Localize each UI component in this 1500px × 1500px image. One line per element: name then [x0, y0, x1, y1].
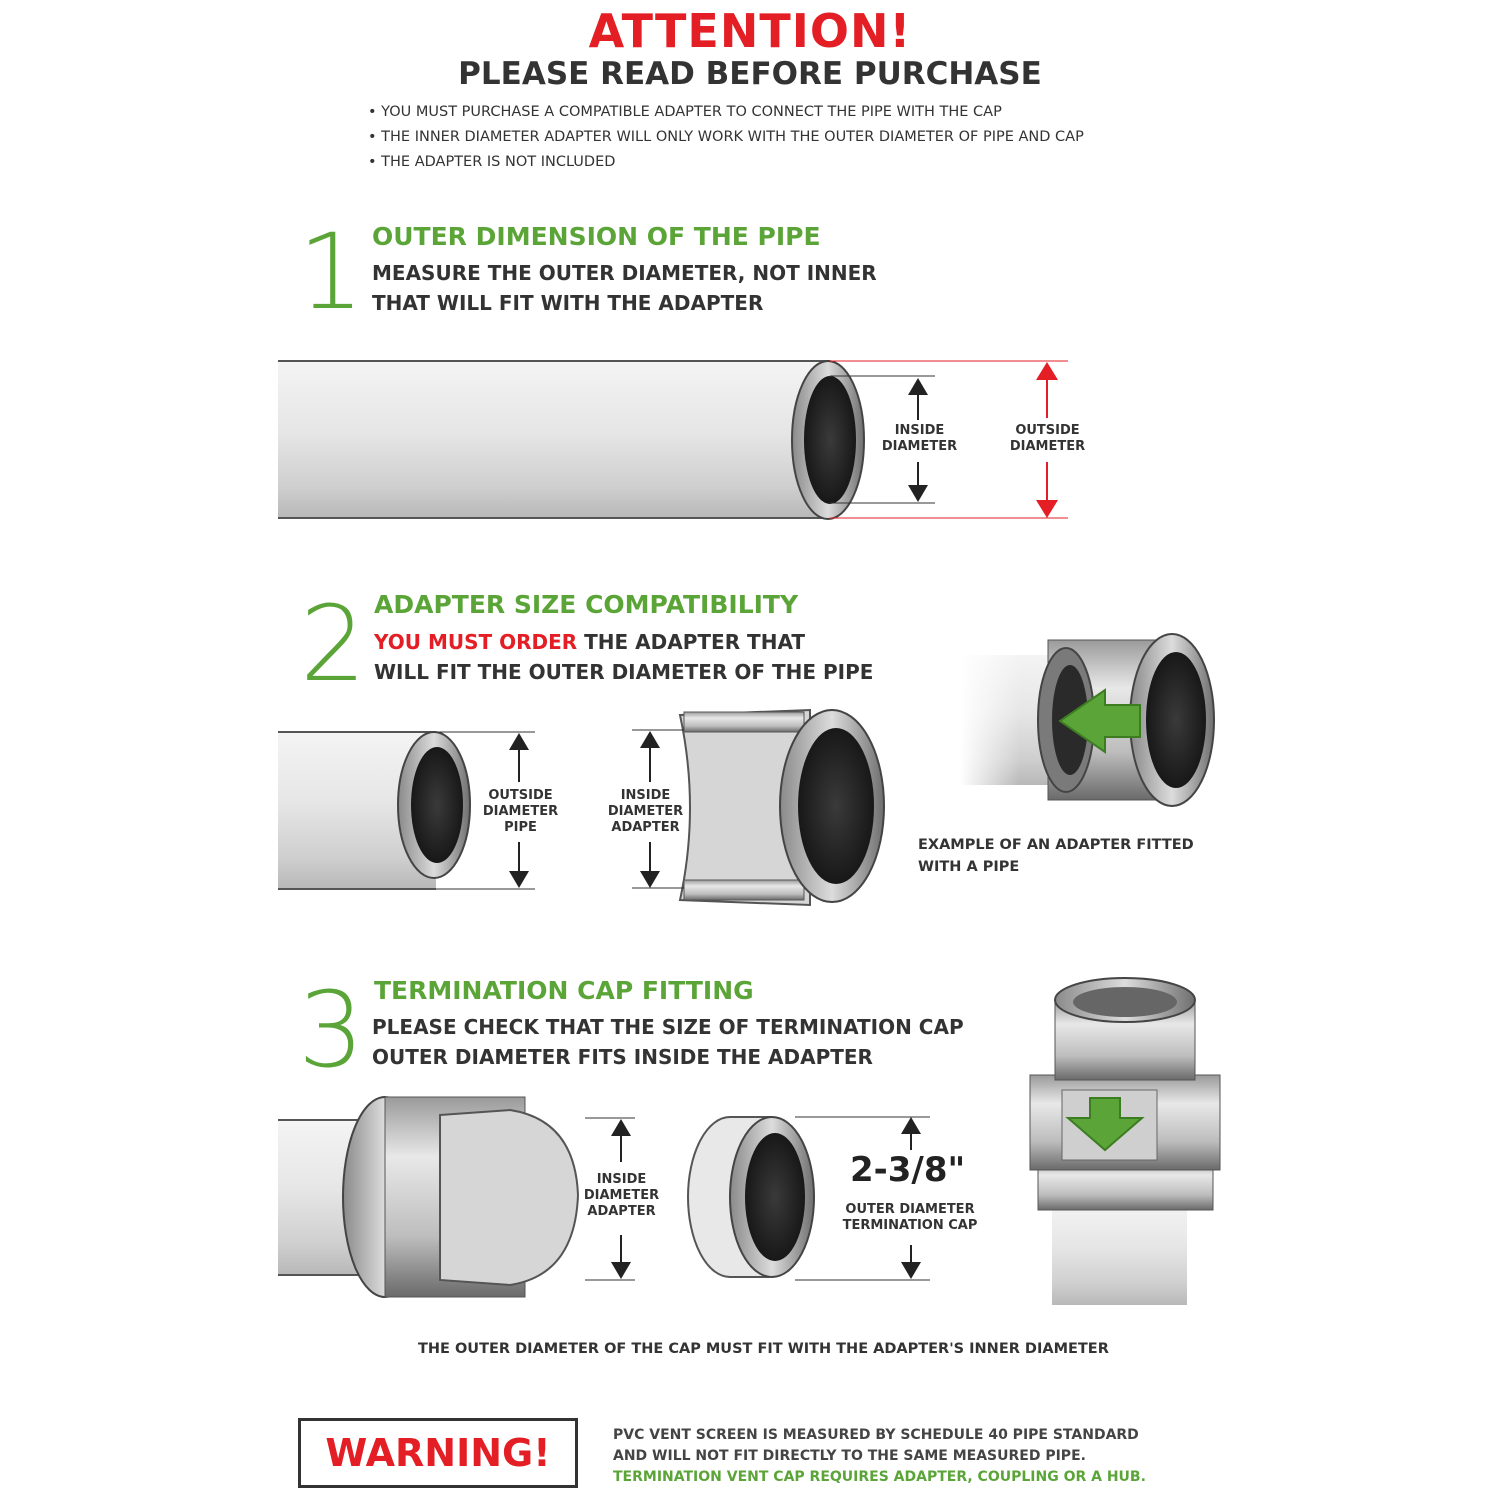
step2-example-fitted: [960, 634, 1214, 806]
warning-box: [298, 1418, 578, 1488]
step3-termination-cap: [688, 1117, 930, 1280]
warning-text: PVC VENT SCREEN IS MEASURED BY SCHEDULE 40 PIPE STANDARD AND WILL NOT FIT DIRECTLY TO THE SAME MEASURED PIPE. TERMINATION VENT CAP REQUIRES ADAPTER, COUPLING OR A HUB.: [613, 1427, 1146, 1485]
attention-title: ATTENTION!: [588, 4, 912, 58]
step3-line2: OUTER DIAMETER FITS INSIDE THE ADAPTER: [372, 1045, 873, 1069]
step1-line2: THAT WILL FIT WITH THE ADAPTER: [372, 291, 764, 315]
step2-line1: YOU MUST ORDER THE ADAPTER THAT: [374, 630, 806, 654]
step2-line2: WILL FIT THE OUTER DIAMETER OF THE PIPE: [374, 660, 874, 684]
step3-caption: THE OUTER DIAMETER OF THE CAP MUST FIT WITH THE ADAPTER'S INNER DIAMETER: [418, 1341, 1109, 1357]
step1-pipe: [278, 361, 864, 519]
bullet-item: • THE ADAPTER IS NOT INCLUDED: [368, 154, 616, 170]
warning-label: WARNING!: [325, 1431, 551, 1475]
step1-outside-label: OUTSIDE DIAMETER: [1009, 423, 1086, 454]
bullet-item: • YOU MUST PURCHASE A COMPATIBLE ADAPTER TO CONNECT THE PIPE WITH THE CAP: [368, 104, 1002, 120]
step2-example-caption: EXAMPLE OF AN ADAPTER FITTED WITH A PIPE: [918, 837, 1194, 875]
step-number-3: 3: [298, 969, 365, 1091]
page-subtitle: PLEASE READ BEFORE PURCHASE: [458, 56, 1042, 92]
step1-line1: MEASURE THE OUTER DIAMETER, NOT INNER: [372, 261, 877, 285]
step3-line1: PLEASE CHECK THAT THE SIZE OF TERMINATION CAP: [372, 1015, 964, 1039]
step2-heading: ADAPTER SIZE COMPATIBILITY: [374, 590, 799, 619]
step3-heading: TERMINATION CAP FITTING: [374, 976, 754, 1005]
step2-adapter-label: INSIDE DIAMETER ADAPTER: [607, 788, 684, 835]
cap-size-value: 2-3/8": [850, 1150, 966, 1190]
step-number-1: 1: [298, 211, 365, 333]
step1-heading: OUTER DIMENSION OF THE PIPE: [372, 222, 821, 251]
step-number-2: 2: [300, 583, 367, 705]
step1-inside-label: INSIDE DIAMETER: [881, 423, 958, 454]
step3-cap-label: OUTER DIAMETER TERMINATION CAP: [842, 1202, 978, 1233]
step3-adapter-label: INSIDE DIAMETER ADAPTER: [583, 1172, 660, 1219]
bullet-item: • THE INNER DIAMETER ADAPTER WILL ONLY WORK WITH THE OUTER DIAMETER OF PIPE AND CAP: [368, 129, 1084, 145]
step2-pipe-label: OUTSIDE DIAMETER PIPE: [482, 788, 559, 835]
step3-vertical-assembly: [1030, 978, 1220, 1305]
